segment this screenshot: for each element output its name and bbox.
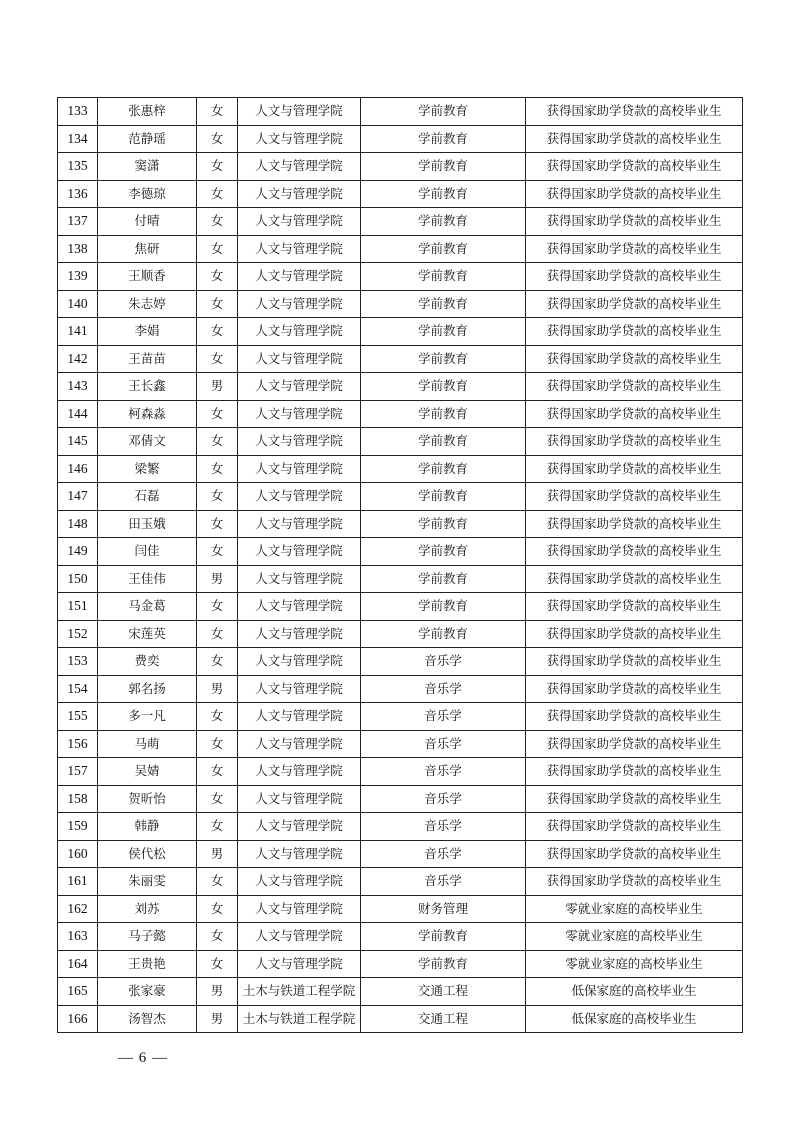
cell-name: 石磊: [98, 483, 197, 511]
cell-number: 133: [58, 98, 98, 126]
cell-name: 王佳伟: [98, 565, 197, 593]
cell-name: 王贵艳: [98, 950, 197, 978]
cell-college: 人文与管理学院: [238, 648, 361, 676]
cell-major: 财务管理: [361, 895, 526, 923]
cell-name: 侯代松: [98, 840, 197, 868]
cell-category: 获得国家助学贷款的高校毕业生: [526, 428, 743, 456]
cell-gender: 女: [197, 895, 238, 923]
table-row: [58, 290, 743, 318]
cell-category: 获得国家助学贷款的高校毕业生: [526, 538, 743, 566]
cell-gender: 女: [197, 648, 238, 676]
cell-category: 获得国家助学贷款的高校毕业生: [526, 648, 743, 676]
cell-college: 人文与管理学院: [238, 125, 361, 153]
cell-gender: 男: [197, 675, 238, 703]
cell-number: 165: [58, 978, 98, 1006]
table-row: [58, 318, 743, 346]
cell-name: 多一凡: [98, 703, 197, 731]
cell-name: 李德琼: [98, 180, 197, 208]
cell-number: 166: [58, 1005, 98, 1033]
cell-college: 人文与管理学院: [238, 345, 361, 373]
cell-name: 王顺香: [98, 263, 197, 291]
cell-number: 162: [58, 895, 98, 923]
cell-name: 窦潇: [98, 153, 197, 181]
cell-name: 邓倩文: [98, 428, 197, 456]
cell-college: 人文与管理学院: [238, 593, 361, 621]
cell-gender: 男: [197, 840, 238, 868]
cell-name: 马金葛: [98, 593, 197, 621]
cell-gender: 女: [197, 428, 238, 456]
table-row: [58, 345, 743, 373]
cell-name: 闫佳: [98, 538, 197, 566]
cell-gender: 女: [197, 510, 238, 538]
cell-name: 朱志婷: [98, 290, 197, 318]
cell-category: 获得国家助学贷款的高校毕业生: [526, 730, 743, 758]
table-row: [58, 263, 743, 291]
cell-category: 获得国家助学贷款的高校毕业生: [526, 483, 743, 511]
cell-college: 人文与管理学院: [238, 235, 361, 263]
cell-college: 人文与管理学院: [238, 483, 361, 511]
cell-gender: 男: [197, 373, 238, 401]
cell-college: 人文与管理学院: [238, 153, 361, 181]
cell-name: 费奕: [98, 648, 197, 676]
cell-college: 人文与管理学院: [238, 400, 361, 428]
cell-gender: 女: [197, 400, 238, 428]
cell-college: 人文与管理学院: [238, 840, 361, 868]
cell-gender: 女: [197, 620, 238, 648]
table-row: [58, 400, 743, 428]
table-row: [58, 510, 743, 538]
cell-major: 学前教育: [361, 208, 526, 236]
cell-major: 学前教育: [361, 345, 526, 373]
cell-name: 宋莲英: [98, 620, 197, 648]
cell-college: 人文与管理学院: [238, 263, 361, 291]
table-body: [58, 98, 743, 1033]
cell-major: 音乐学: [361, 648, 526, 676]
cell-category: 零就业家庭的高校毕业生: [526, 923, 743, 951]
cell-gender: 女: [197, 703, 238, 731]
cell-name: 郭名扬: [98, 675, 197, 703]
cell-college: 人文与管理学院: [238, 730, 361, 758]
cell-name: 王苗苗: [98, 345, 197, 373]
cell-major: 学前教育: [361, 318, 526, 346]
cell-major: 学前教育: [361, 923, 526, 951]
table-row: [58, 785, 743, 813]
cell-category: 获得国家助学贷款的高校毕业生: [526, 565, 743, 593]
cell-college: 人文与管理学院: [238, 950, 361, 978]
cell-gender: 女: [197, 180, 238, 208]
cell-category: 获得国家助学贷款的高校毕业生: [526, 400, 743, 428]
cell-major: 学前教育: [361, 153, 526, 181]
cell-gender: 女: [197, 758, 238, 786]
cell-college: 人文与管理学院: [238, 785, 361, 813]
table-row: [58, 455, 743, 483]
cell-category: 获得国家助学贷款的高校毕业生: [526, 510, 743, 538]
table-row: [58, 428, 743, 456]
table-row: [58, 950, 743, 978]
cell-category: 获得国家助学贷款的高校毕业生: [526, 813, 743, 841]
cell-number: 147: [58, 483, 98, 511]
table-row: [58, 180, 743, 208]
cell-college: 土木与铁道工程学院: [238, 1005, 361, 1033]
cell-number: 146: [58, 455, 98, 483]
cell-major: 音乐学: [361, 840, 526, 868]
cell-college: 人文与管理学院: [238, 813, 361, 841]
cell-gender: 女: [197, 593, 238, 621]
cell-name: 柯森淼: [98, 400, 197, 428]
cell-major: 学前教育: [361, 428, 526, 456]
cell-major: 音乐学: [361, 675, 526, 703]
cell-category: 获得国家助学贷款的高校毕业生: [526, 785, 743, 813]
table-row: [58, 978, 743, 1006]
cell-gender: 女: [197, 538, 238, 566]
cell-number: 159: [58, 813, 98, 841]
cell-major: 学前教育: [361, 565, 526, 593]
table-row: [58, 868, 743, 896]
cell-college: 人文与管理学院: [238, 565, 361, 593]
cell-major: 学前教育: [361, 483, 526, 511]
table-row: [58, 895, 743, 923]
cell-name: 刘苏: [98, 895, 197, 923]
cell-college: 人文与管理学院: [238, 373, 361, 401]
table-row: [58, 648, 743, 676]
cell-major: 交通工程: [361, 1005, 526, 1033]
table-row: [58, 703, 743, 731]
cell-number: 145: [58, 428, 98, 456]
cell-major: 学前教育: [361, 620, 526, 648]
cell-name: 韩静: [98, 813, 197, 841]
table-row: [58, 840, 743, 868]
cell-college: 人文与管理学院: [238, 455, 361, 483]
cell-number: 143: [58, 373, 98, 401]
table-row: [58, 153, 743, 181]
table-row: [58, 620, 743, 648]
cell-number: 154: [58, 675, 98, 703]
cell-name: 焦研: [98, 235, 197, 263]
cell-number: 157: [58, 758, 98, 786]
cell-number: 135: [58, 153, 98, 181]
table-row: [58, 758, 743, 786]
cell-category: 获得国家助学贷款的高校毕业生: [526, 290, 743, 318]
cell-major: 音乐学: [361, 730, 526, 758]
cell-number: 142: [58, 345, 98, 373]
cell-number: 158: [58, 785, 98, 813]
cell-major: 音乐学: [361, 868, 526, 896]
cell-name: 马子懿: [98, 923, 197, 951]
cell-gender: 男: [197, 978, 238, 1006]
cell-college: 人文与管理学院: [238, 538, 361, 566]
cell-category: 获得国家助学贷款的高校毕业生: [526, 235, 743, 263]
cell-number: 152: [58, 620, 98, 648]
cell-name: 马萌: [98, 730, 197, 758]
cell-number: 150: [58, 565, 98, 593]
cell-number: 163: [58, 923, 98, 951]
cell-major: 学前教育: [361, 538, 526, 566]
cell-category: 获得国家助学贷款的高校毕业生: [526, 263, 743, 291]
cell-major: 学前教育: [361, 950, 526, 978]
cell-college: 人文与管理学院: [238, 208, 361, 236]
cell-category: 低保家庭的高校毕业生: [526, 978, 743, 1006]
cell-number: 153: [58, 648, 98, 676]
cell-number: 134: [58, 125, 98, 153]
cell-category: 获得国家助学贷款的高校毕业生: [526, 758, 743, 786]
page-number: — 6 —: [118, 1050, 168, 1066]
cell-gender: 女: [197, 290, 238, 318]
cell-number: 140: [58, 290, 98, 318]
cell-major: 交通工程: [361, 978, 526, 1006]
cell-number: 138: [58, 235, 98, 263]
cell-category: 零就业家庭的高校毕业生: [526, 895, 743, 923]
cell-gender: 女: [197, 950, 238, 978]
cell-major: 学前教育: [361, 373, 526, 401]
cell-number: 151: [58, 593, 98, 621]
table-row: [58, 373, 743, 401]
cell-college: 人文与管理学院: [238, 510, 361, 538]
cell-name: 田玉娥: [98, 510, 197, 538]
cell-major: 学前教育: [361, 455, 526, 483]
cell-major: 学前教育: [361, 125, 526, 153]
cell-category: 获得国家助学贷款的高校毕业生: [526, 98, 743, 126]
cell-gender: 女: [197, 345, 238, 373]
cell-category: 零就业家庭的高校毕业生: [526, 950, 743, 978]
cell-name: 吴婧: [98, 758, 197, 786]
cell-number: 155: [58, 703, 98, 731]
cell-category: 获得国家助学贷款的高校毕业生: [526, 675, 743, 703]
cell-number: 161: [58, 868, 98, 896]
table-row: [58, 565, 743, 593]
cell-category: 获得国家助学贷款的高校毕业生: [526, 318, 743, 346]
cell-category: 获得国家助学贷款的高校毕业生: [526, 703, 743, 731]
cell-major: 音乐学: [361, 813, 526, 841]
cell-college: 人文与管理学院: [238, 428, 361, 456]
cell-category: 获得国家助学贷款的高校毕业生: [526, 208, 743, 236]
cell-major: 音乐学: [361, 758, 526, 786]
cell-gender: 女: [197, 235, 238, 263]
cell-category: 获得国家助学贷款的高校毕业生: [526, 868, 743, 896]
cell-name: 贺昕怡: [98, 785, 197, 813]
cell-gender: 女: [197, 730, 238, 758]
cell-gender: 女: [197, 208, 238, 236]
cell-college: 土木与铁道工程学院: [238, 978, 361, 1006]
cell-college: 人文与管理学院: [238, 620, 361, 648]
cell-major: 学前教育: [361, 263, 526, 291]
cell-category: 获得国家助学贷款的高校毕业生: [526, 345, 743, 373]
cell-number: 137: [58, 208, 98, 236]
cell-category: 获得国家助学贷款的高校毕业生: [526, 593, 743, 621]
cell-gender: 女: [197, 923, 238, 951]
cell-name: 汤智杰: [98, 1005, 197, 1033]
cell-major: 音乐学: [361, 703, 526, 731]
cell-college: 人文与管理学院: [238, 703, 361, 731]
cell-gender: 女: [197, 813, 238, 841]
cell-name: 李娟: [98, 318, 197, 346]
cell-category: 获得国家助学贷款的高校毕业生: [526, 840, 743, 868]
cell-gender: 女: [197, 785, 238, 813]
cell-college: 人文与管理学院: [238, 758, 361, 786]
cell-number: 160: [58, 840, 98, 868]
cell-major: 学前教育: [361, 593, 526, 621]
cell-name: 付晴: [98, 208, 197, 236]
table-row: [58, 125, 743, 153]
table-row: [58, 1005, 743, 1033]
cell-gender: 女: [197, 318, 238, 346]
cell-gender: 女: [197, 483, 238, 511]
cell-category: 低保家庭的高校毕业生: [526, 1005, 743, 1033]
cell-name: 张家豪: [98, 978, 197, 1006]
cell-gender: 女: [197, 153, 238, 181]
table-row: [58, 923, 743, 951]
cell-college: 人文与管理学院: [238, 98, 361, 126]
cell-college: 人文与管理学院: [238, 290, 361, 318]
cell-college: 人文与管理学院: [238, 675, 361, 703]
cell-college: 人文与管理学院: [238, 895, 361, 923]
cell-category: 获得国家助学贷款的高校毕业生: [526, 125, 743, 153]
cell-category: 获得国家助学贷款的高校毕业生: [526, 455, 743, 483]
cell-name: 朱丽雯: [98, 868, 197, 896]
cell-major: 学前教育: [361, 235, 526, 263]
cell-college: 人文与管理学院: [238, 868, 361, 896]
cell-major: 音乐学: [361, 785, 526, 813]
table-row: [58, 813, 743, 841]
cell-gender: 男: [197, 565, 238, 593]
cell-number: 141: [58, 318, 98, 346]
table-row: [58, 675, 743, 703]
cell-name: 王长鑫: [98, 373, 197, 401]
cell-number: 144: [58, 400, 98, 428]
cell-number: 149: [58, 538, 98, 566]
cell-major: 学前教育: [361, 98, 526, 126]
table-row: [58, 538, 743, 566]
cell-category: 获得国家助学贷款的高校毕业生: [526, 180, 743, 208]
cell-gender: 男: [197, 1005, 238, 1033]
cell-major: 学前教育: [361, 510, 526, 538]
cell-number: 148: [58, 510, 98, 538]
cell-category: 获得国家助学贷款的高校毕业生: [526, 620, 743, 648]
cell-name: 范静瑶: [98, 125, 197, 153]
cell-number: 164: [58, 950, 98, 978]
cell-college: 人文与管理学院: [238, 923, 361, 951]
cell-gender: 女: [197, 125, 238, 153]
cell-number: 139: [58, 263, 98, 291]
cell-major: 学前教育: [361, 290, 526, 318]
cell-gender: 女: [197, 868, 238, 896]
cell-gender: 女: [197, 263, 238, 291]
cell-category: 获得国家助学贷款的高校毕业生: [526, 373, 743, 401]
student-table-container: [57, 97, 743, 1033]
cell-number: 136: [58, 180, 98, 208]
cell-category: 获得国家助学贷款的高校毕业生: [526, 153, 743, 181]
cell-name: 张惠梓: [98, 98, 197, 126]
cell-gender: 女: [197, 98, 238, 126]
cell-gender: 女: [197, 455, 238, 483]
table-row: [58, 98, 743, 126]
cell-name: 梁繁: [98, 455, 197, 483]
cell-number: 156: [58, 730, 98, 758]
table-row: [58, 235, 743, 263]
cell-college: 人文与管理学院: [238, 318, 361, 346]
table-row: [58, 730, 743, 758]
cell-college: 人文与管理学院: [238, 180, 361, 208]
student-list-table: [57, 97, 743, 1033]
table-row: [58, 593, 743, 621]
cell-major: 学前教育: [361, 400, 526, 428]
cell-major: 学前教育: [361, 180, 526, 208]
table-row: [58, 483, 743, 511]
table-row: [58, 208, 743, 236]
